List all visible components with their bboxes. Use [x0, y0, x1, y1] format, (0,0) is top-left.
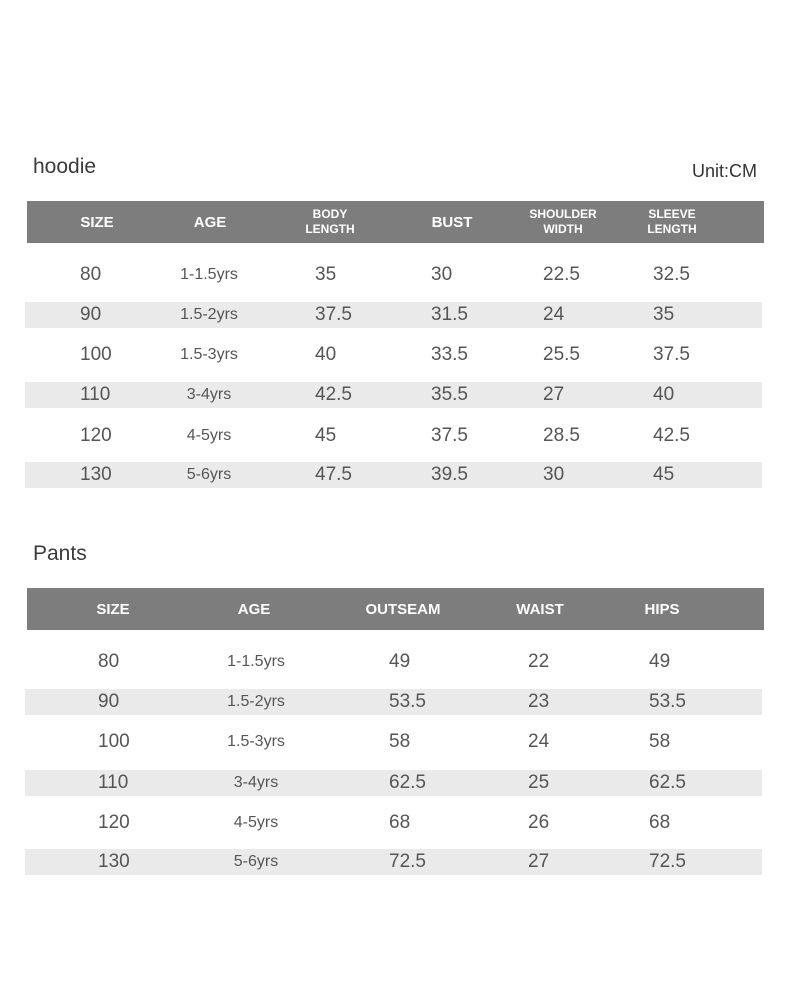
header-sleeve-length: SLEEVE LENGTH	[647, 207, 697, 236]
cell-hips: 58	[649, 731, 671, 752]
cell-bust: 37.5	[431, 425, 468, 446]
cell-outseam: 72.5	[389, 851, 426, 872]
cell-age: 1.5-2yrs	[227, 693, 285, 710]
cell-outseam: 58	[389, 731, 411, 752]
cell-bust: 39.5	[431, 464, 468, 485]
cell-sleeve-length: 40	[653, 384, 675, 405]
cell-waist: 26	[528, 812, 550, 833]
header-bust: BUST	[431, 213, 473, 231]
table-row	[25, 770, 762, 796]
cell-size: 120	[98, 812, 130, 833]
cell-body-length: 35	[315, 264, 337, 285]
header-shoulder-width: SHOULDER WIDTH	[529, 207, 597, 236]
cell-size: 130	[98, 851, 130, 872]
table-row	[25, 302, 762, 328]
table-row	[25, 342, 762, 368]
cell-sleeve-length: 35	[653, 304, 675, 325]
cell-size: 80	[80, 264, 102, 285]
cell-size: 110	[80, 384, 111, 405]
unit-label: Unit:CM	[692, 161, 758, 181]
cell-shoulder-width: 27	[543, 384, 565, 405]
cell-bust: 31.5	[431, 304, 468, 325]
cell-size: 130	[80, 464, 112, 485]
cell-sleeve-length: 45	[653, 464, 675, 485]
header-age: AGE	[237, 600, 271, 618]
header-size: SIZE	[80, 213, 114, 231]
pants-title: Pants	[33, 542, 87, 565]
cell-sleeve-length: 42.5	[653, 425, 690, 446]
cell-shoulder-width: 30	[543, 464, 565, 485]
table-row	[25, 462, 762, 488]
cell-size: 80	[98, 651, 120, 672]
cell-age: 4-5yrs	[233, 814, 279, 831]
cell-body-length: 37.5	[315, 304, 352, 325]
cell-body-length: 47.5	[315, 464, 352, 485]
cell-bust: 30	[431, 264, 453, 285]
cell-shoulder-width: 28.5	[543, 425, 580, 446]
cell-size: 110	[98, 772, 129, 793]
cell-size: 120	[80, 425, 112, 446]
cell-body-length: 40	[315, 344, 337, 365]
table-row	[25, 810, 762, 836]
cell-size: 90	[80, 304, 102, 325]
cell-waist: 25	[528, 772, 550, 793]
header-body-length: BODY LENGTH	[305, 207, 355, 236]
cell-waist: 27	[528, 851, 550, 872]
cell-outseam: 49	[389, 651, 411, 672]
cell-hips: 68	[649, 812, 671, 833]
cell-sleeve-length: 32.5	[653, 264, 690, 285]
cell-age: 1-1.5yrs	[180, 266, 238, 283]
cell-shoulder-width: 24	[543, 304, 565, 325]
table-row	[25, 689, 762, 715]
cell-age: 5-6yrs	[233, 853, 279, 870]
cell-age: 5-6yrs	[186, 466, 232, 483]
cell-age: 1-1.5yrs	[227, 653, 285, 670]
table-row	[25, 423, 762, 449]
cell-hips: 53.5	[649, 691, 686, 712]
cell-body-length: 42.5	[315, 384, 352, 405]
hoodie-header-row	[27, 201, 764, 243]
cell-size: 90	[98, 691, 120, 712]
cell-age: 4-5yrs	[186, 427, 232, 444]
cell-sleeve-length: 37.5	[653, 344, 690, 365]
cell-age: 1.5-3yrs	[180, 346, 238, 363]
cell-shoulder-width: 25.5	[543, 344, 580, 365]
header-hips: HIPS	[644, 600, 680, 618]
table-row	[25, 649, 762, 675]
header-waist: WAIST	[516, 600, 564, 618]
cell-body-length: 45	[315, 425, 337, 446]
cell-hips: 49	[649, 651, 671, 672]
cell-waist: 24	[528, 731, 550, 752]
cell-hips: 72.5	[649, 851, 686, 872]
table-row	[25, 262, 762, 288]
cell-waist: 23	[528, 691, 550, 712]
cell-age: 3-4yrs	[233, 774, 279, 791]
cell-outseam: 62.5	[389, 772, 426, 793]
header-size: SIZE	[96, 600, 130, 618]
cell-outseam: 53.5	[389, 691, 426, 712]
cell-hips: 62.5	[649, 772, 686, 793]
table-row	[25, 382, 762, 408]
header-outseam: OUTSEAM	[365, 600, 441, 618]
cell-age: 1.5-2yrs	[180, 306, 238, 323]
cell-bust: 33.5	[431, 344, 468, 365]
cell-outseam: 68	[389, 812, 411, 833]
header-age: AGE	[193, 213, 227, 231]
cell-age: 1.5-3yrs	[227, 733, 285, 750]
cell-waist: 22	[528, 651, 550, 672]
cell-bust: 35.5	[431, 384, 468, 405]
cell-size: 100	[80, 344, 112, 365]
cell-size: 100	[98, 731, 130, 752]
table-row	[25, 849, 762, 875]
cell-age: 3-4yrs	[186, 386, 232, 403]
pants-header-row	[27, 588, 764, 630]
hoodie-title: hoodie	[33, 155, 97, 178]
cell-shoulder-width: 22.5	[543, 264, 580, 285]
table-row	[25, 729, 762, 755]
